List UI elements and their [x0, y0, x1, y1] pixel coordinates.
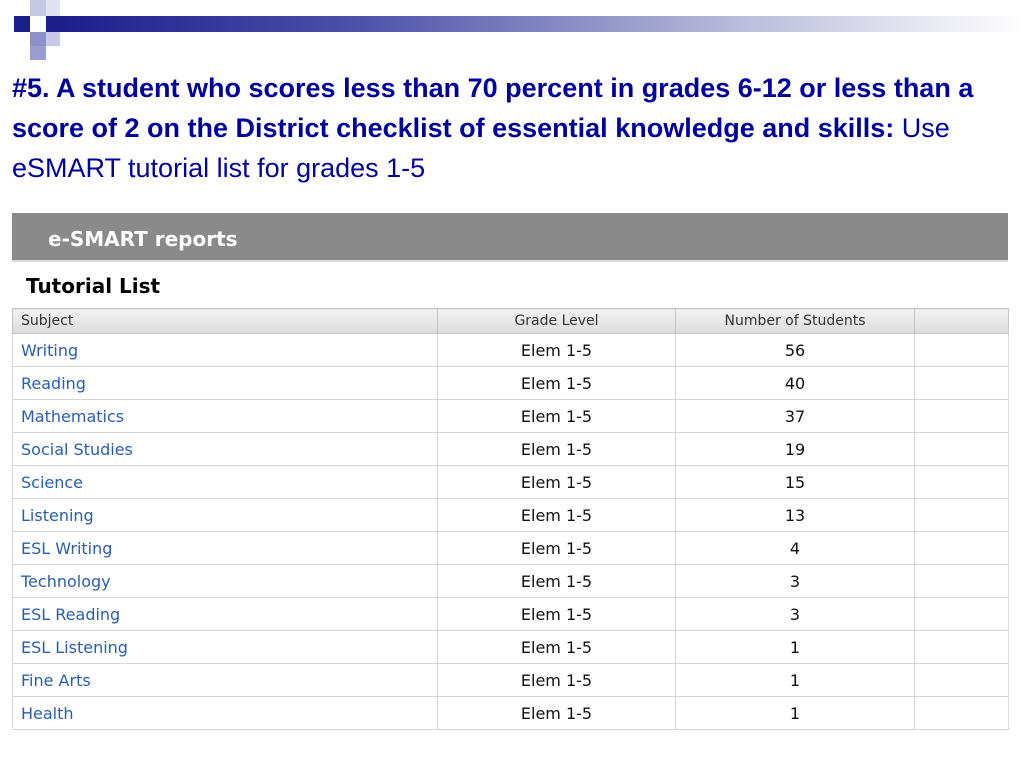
- subject-link[interactable]: Fine Arts: [13, 664, 438, 697]
- student-count-cell: 1: [676, 664, 915, 697]
- table-row: [13, 466, 1009, 499]
- heading-bold-text: #5. A student who scores less than 70 percent in grades 6-12 or less than a score of 2 on the District checklist of essential knowledge and skills:: [12, 73, 974, 143]
- report-title: Tutorial List: [26, 274, 161, 298]
- heading-normal-text: Use eSMART tutorial list for grades 1-5: [12, 113, 950, 183]
- empty-cell: [915, 334, 1009, 367]
- decor-square: [46, 16, 60, 32]
- table-header-row: [13, 309, 1009, 334]
- student-count-cell: 13: [676, 499, 915, 532]
- empty-cell: [915, 433, 1009, 466]
- column-header-grade-level[interactable]: Grade Level: [438, 309, 676, 334]
- table-body: [13, 334, 1009, 730]
- table-row: [13, 631, 1009, 664]
- student-count-cell: 3: [676, 565, 915, 598]
- slide-decoration: [0, 0, 1024, 60]
- empty-cell: [915, 367, 1009, 400]
- table-row: [13, 664, 1009, 697]
- decor-square: [30, 46, 46, 60]
- empty-cell: [915, 400, 1009, 433]
- grade-level-cell: Elem 1-5: [438, 367, 676, 400]
- subject-link[interactable]: Science: [13, 466, 438, 499]
- empty-cell: [915, 598, 1009, 631]
- empty-cell: [915, 631, 1009, 664]
- student-count-cell: 40: [676, 367, 915, 400]
- table-row: [13, 334, 1009, 367]
- grade-level-cell: Elem 1-5: [438, 532, 676, 565]
- student-count-cell: 3: [676, 598, 915, 631]
- student-count-cell: 56: [676, 334, 915, 367]
- grade-level-cell: Elem 1-5: [438, 400, 676, 433]
- report-header: e-SMART reports: [12, 213, 1008, 262]
- grade-level-cell: Elem 1-5: [438, 697, 676, 730]
- subject-link[interactable]: Technology: [13, 565, 438, 598]
- empty-cell: [915, 466, 1009, 499]
- slide-heading: [12, 68, 1012, 188]
- table-row: [13, 367, 1009, 400]
- table-row: [13, 400, 1009, 433]
- subject-link[interactable]: Reading: [13, 367, 438, 400]
- student-count-cell: 4: [676, 532, 915, 565]
- table-row: [13, 499, 1009, 532]
- grade-level-cell: Elem 1-5: [438, 334, 676, 367]
- column-header-empty: [915, 309, 1009, 334]
- decor-square: [46, 0, 60, 16]
- tutorial-table: [12, 308, 1009, 730]
- grade-level-cell: Elem 1-5: [438, 499, 676, 532]
- decor-square: [14, 16, 30, 32]
- empty-cell: [915, 697, 1009, 730]
- column-header-subject[interactable]: Subject: [13, 309, 438, 334]
- subject-link[interactable]: ESL Reading: [13, 598, 438, 631]
- table-row: [13, 565, 1009, 598]
- empty-cell: [915, 499, 1009, 532]
- empty-cell: [915, 565, 1009, 598]
- table-row: [13, 598, 1009, 631]
- decor-square: [30, 0, 46, 16]
- subject-link[interactable]: Health: [13, 697, 438, 730]
- subject-link[interactable]: Listening: [13, 499, 438, 532]
- header-gradient-band: [60, 16, 1024, 32]
- subject-link[interactable]: Writing: [13, 334, 438, 367]
- subject-link[interactable]: ESL Listening: [13, 631, 438, 664]
- student-count-cell: 15: [676, 466, 915, 499]
- grade-level-cell: Elem 1-5: [438, 565, 676, 598]
- empty-cell: [915, 532, 1009, 565]
- grade-level-cell: Elem 1-5: [438, 433, 676, 466]
- student-count-cell: 1: [676, 697, 915, 730]
- student-count-cell: 37: [676, 400, 915, 433]
- table-row: [13, 697, 1009, 730]
- column-header-number-of-students[interactable]: Number of Students: [676, 309, 915, 334]
- subject-link[interactable]: ESL Writing: [13, 532, 438, 565]
- empty-cell: [915, 664, 1009, 697]
- student-count-cell: 19: [676, 433, 915, 466]
- grade-level-cell: Elem 1-5: [438, 664, 676, 697]
- decor-square: [30, 32, 46, 46]
- table-row: [13, 532, 1009, 565]
- decor-square: [46, 32, 60, 46]
- grade-level-cell: Elem 1-5: [438, 466, 676, 499]
- subject-link[interactable]: Mathematics: [13, 400, 438, 433]
- subject-link[interactable]: Social Studies: [13, 433, 438, 466]
- grade-level-cell: Elem 1-5: [438, 631, 676, 664]
- esmart-report-panel: [12, 213, 1008, 735]
- grade-level-cell: Elem 1-5: [438, 598, 676, 631]
- student-count-cell: 1: [676, 631, 915, 664]
- table-row: [13, 433, 1009, 466]
